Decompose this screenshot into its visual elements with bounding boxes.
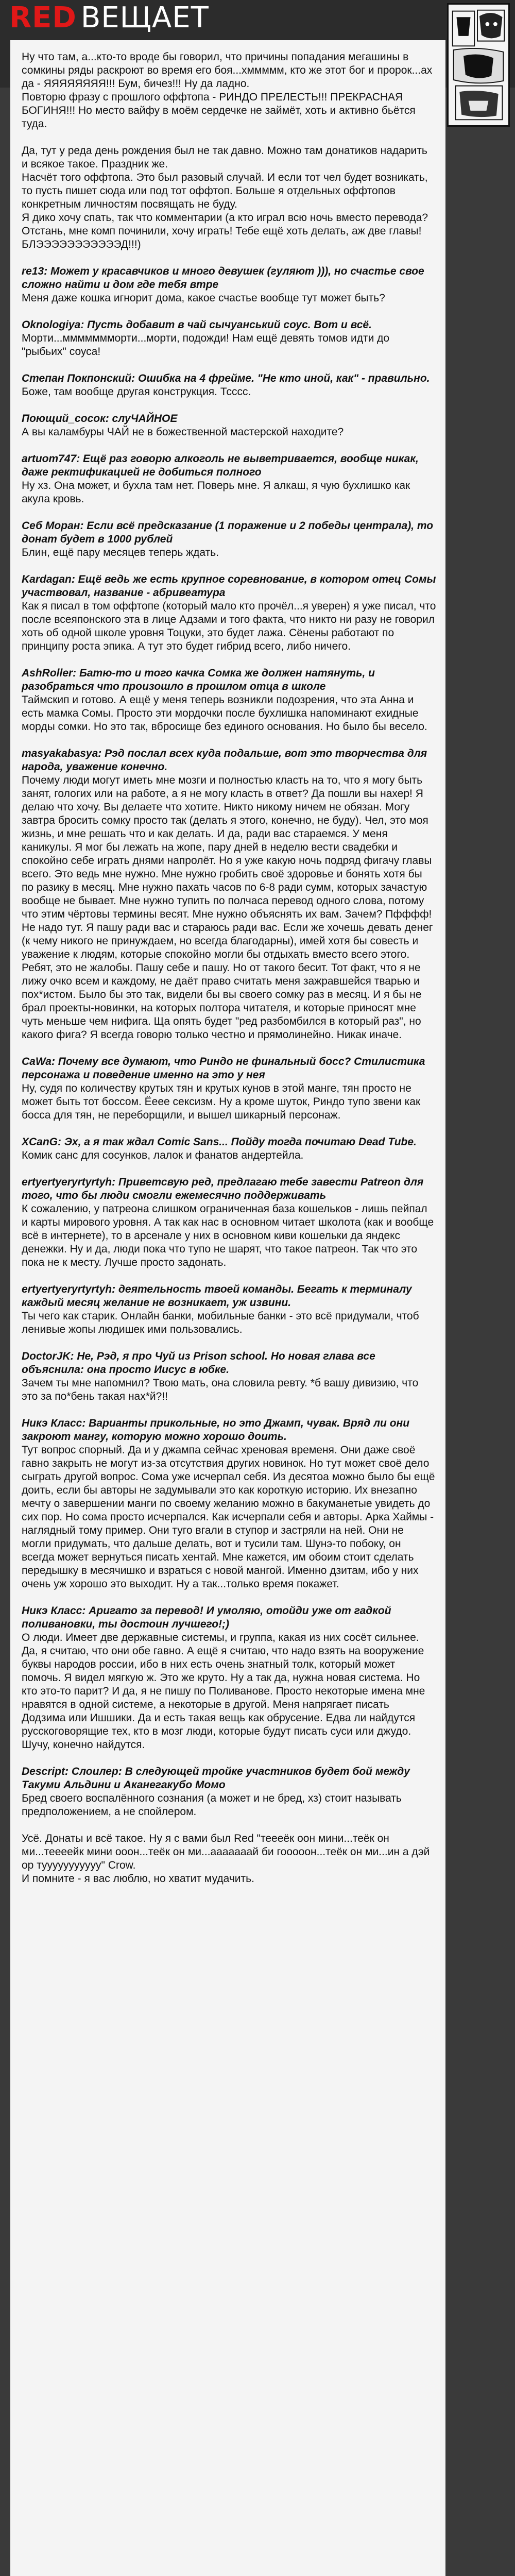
quoted-comment: masyakabasya: Рэд послал всех куда подальше, вот это творчества для народа, уважение конечно. [22,748,431,773]
article-body [10,40,445,2576]
reply-text: Тут вопрос спорный. Да и у джампа сейчас хреновая временя. Они даже своё гавно закрыть не могут из-за отсутствия других новинок. Но тут может своё дело сыграть другой вопрос. Сома уже исчерпал себя. Из десятоа можно было бы ещё доить, если бы авторы не задумывали это как короткую историю. Их внезапно мечту о завершении манги по своему желанию можно в бакуманетые увидеть до сих пор. Но сома просто исчерпался. Как исчерпали себя и авторы. Арка Хаймы - наглядный тому пример. Они туго вгали в ступор и застряли на ней. Они не могли придумать, что дальше делать, вот и тусили там. Шунэ-то побоку, он всегда может вернуться писать хентай. Мне кажется, им обоим стоит сделать передышку в месячишко и взраться с новой мангой. Именно дзитам, ибо у них очень уж хорошо это выходит. Ну а так...только время покажет. [22,1444,438,1590]
comment-block [22,667,436,734]
reply-text: К сожалению, у патреона слишком ограниченная база кошельков - лишь пейпал и карты мирового уровня. А так как нас в основном читает школота (как и вообще всё в интернете), то в арсенале у них в основном киви кошельки да яндекс денежки. Ну и да, люди пока что тупо не шарят, что такое патреон. Так что это пока не к месту. Лучше просто задонать. [22,1203,437,1268]
quoted-comment: XCanG: Эх, а я так ждал Comic Sans... Пойду тогда почитаю Dead Tube. [22,1136,417,1148]
comment-block [22,50,436,131]
reply-text: Блин, ещё пару месяцев теперь ждать. [22,547,219,558]
reply-text: Да, тут у реда день рождения был не так давно. Можно там донатиков надарить и всякое такое. Праздник же. Насчёт того оффтопа. Это был разовый случай. И если тот чел будет возникать, то пусть пишет сюда или под тот оффтоп. Больше я отдельных оффтопов конкретным личностям посвящать не буду. Я дико хочу спать, так что комментарии (а кто играл всю ночь вместо перевода? Отстань, мне комп починили, хочу играть! Тебе ещё хоть делать, аж две главы! БЛЭЭЭЭЭЭЭЭЭЭЭД!!!) [22,145,428,250]
quoted-comment: Степан Покпонский: Ошибка на 4 фрейме. "Не кто иной, как" - правильно. [22,372,430,384]
quoted-comment: DoctorJK: Не, Рэд, я про Чуй из Prison school. Но новая глава все объяснила: она просто Иисус в юбке. [22,1350,379,1376]
quoted-comment: Kardagan: Ещё ведь же есть крупное соревнование, в котором отец Сомы участвовал, название - абривеатура [22,573,439,599]
comment-block [22,1832,436,1886]
comment-block [22,265,436,305]
comment-block [22,412,436,439]
quoted-comment: ertyertyeryrtyrtyh: деятельность твоей команды. Бегать к терминалу каждый месяц желание не возникает, уж извини. [22,1283,415,1309]
comment-block [22,1136,436,1162]
reply-text: Бред своего воспалённого сознания (а может и не бред, хз) стоит называть предположением, а не спойлером. [22,1792,405,1818]
quoted-comment: Descript: Слоилер: В следующей тройке участников будет бой между Такуми Альдини и Аканегакубо Момо [22,1766,413,1791]
quoted-comment: Поющий_сосок: слуЧАЙНОЕ [22,413,178,425]
comment-block [22,1417,436,1591]
reply-text: Как я писал в том оффтопе (который мало кто прочёл...я уверен) я уже писал, что после всеяпонского эта в лице Адзами и того факта, что никто ни разу не говорил хоть об одной школе уровня Тоцуки, это будет лажа. Сёнены работают по принципу роста эпика. А тут это будет гибрид всего, либо ничего. [22,600,439,652]
comment-block [22,318,436,359]
comment-block [22,1176,436,1269]
quoted-comment: artuom747: Ещё раз говорю алкоголь не выветривается, вообще никак, даже ректификацией не добиться полного [22,453,422,478]
manga-art-panel [447,3,510,127]
reply-text: Таймскип и готово. А ещё у меня теперь возникли подозрения, что эта Анна и есть мамка Сомы. Просто эти мордочки после бухлишка напоминают ехидные морды сомки. Но это так, вбросище без единого основания. Но было бы весело. [22,694,427,733]
reply-text: А вы каламбуры ЧАЙ не в божественной мастерской находите? [22,426,344,438]
reply-text: Меня даже кошка игнорит дома, какое счастье вообще тут может быть? [22,292,385,304]
comment-block [22,1055,436,1122]
comment-block [22,372,436,399]
reply-text: Комик санс для сосунков, лалок и фанатов андертейла. [22,1149,304,1161]
comment-block [22,747,436,1042]
quoted-comment: re13: Может у красавчиков и много девушек (гуляют ))), но счастье свое сложно найти и дом где тебя втре [22,265,427,291]
comment-block [22,1350,436,1403]
reply-text: Ты чего как старик. Онлайн банки, мобильные банки - это всё придумали, чтоб ленивые жопы людишек ими пользовались. [22,1310,422,1335]
logo-subtitle: ВЕЩАЕТ [80,1,209,35]
reply-text: О люди. Имеет две державные системы, и группа, какая из них сосёт сильнее. Да, я считаю, что они обе гавно. А ещё я считаю, что надо взять на вооружение буквы народов россии, ибо в них есть очень знатный толк, который может помочь. Я видел мягкую ж. Это же круто. Ну а так да, нужна новая система. Но кто это-то парит? И да, я не пишу по Поливанове. Просто некоторые имена мне нравятся в одной системе, а некоторые в другой. Меня напрягает писать Додзима или Ишшики. Да и есть такая вещь как обрусение. Едва ли найдутся русскоговорящие тех, кто в мозг люди, которые будут писать суси или джудо. Шучу, конечно найдутся. [22,1632,428,1751]
reply-text: Морти...ммммммморти...морти, подожди! Нам ещё девять томов идти до "рыбьих" соуса! [22,332,392,358]
comment-block [22,1765,436,1819]
reply-text: Ну хз. Она может, и бухла там нет. Поверь мне. Я алкаш, я чую бухлишко как акула кровь. [22,480,414,505]
quoted-comment: CaWa: Почему все думают, что Риндо не финальный босс? Стилистика персонажа и поведение именно на это у нея [22,1056,428,1081]
reply-text: Боже, там вообще другая конструкция. Тсссс. [22,386,251,398]
reply-text: Зачем ты мне напомнил? Твою мать, она словила ревту. *б вашу дивизию, что это за по*бень такая нах*й?!! [22,1377,422,1402]
comment-block [22,519,436,560]
comment-block [22,144,436,251]
site-logo[interactable] [9,0,209,36]
comment-block [22,452,436,506]
quoted-comment: Никэ Класс: Варианты прикольные, но это Джамп, чувак. Вряд ли они закроют мангу, которую можно хорошо доить. [22,1417,413,1443]
reply-text: Усё. Донаты и всё такое. Ну я с вами был Red "теееёк оон мини...теёк он ми...теееейк мини ооон...теёк он ми...ааааааай би гооооон...теёк он ми...ин а дэй ор тууууууууууу" Crow. И помните - я вас люблю, но хватит мудачить. [22,1833,430,1885]
comment-block [22,1283,436,1336]
quoted-comment: Никэ Класс: Аригато за перевод! И умоляю, отойди уже от гадкой поливановки, ты достоин лучшего!;) [22,1605,394,1630]
quoted-comment: Oknologiya: Пусть добавит в чай сычуанський соус. Вот и всё. [22,319,372,331]
reply-text: Ну что там, а...кто-то вроде бы говорил, что причины попадания мегашины в сомкины ряды раскроют во время его боя...хммммм, кто же этот бог и пророк...ах да - ЯЯЯЯЯЯЯЯ!!! Бум, бичез!!! Ну да ладно. Повторю фразу с прошлого оффтопа - РИНДО ПРЕЛЕСТЬ!!! ПРЕКРАСНАЯ БОГИНЯ!!! Но место вайфу в моём сердечке не займёт, хоть и активно бьётся туда. [22,51,433,130]
quoted-comment: Себ Моран: Если всё предсказание (1 поражение и 2 победы централа), то донат будет в 1000 рублей [22,520,436,545]
quoted-comment: AshRoller: Батю-то и того качка Сомка же должен натянуть, и разобраться что произошло в прошлом отца в школе [22,667,378,692]
quoted-comment: ertyertyeryrtyrtyh: Приветсвую ред, предлагаю тебе завести Patreon для того, что бы люди смогли ежемесячно поддерживать [22,1176,427,1201]
comment-block [22,573,439,653]
manga-character-illustration [449,5,508,125]
comment-block [22,1604,436,1752]
logo-red: RED [9,1,77,35]
reply-text: Почему люди могут иметь мне мозги и полностью класть на то, что я могу быть занят, гологих или на работе, а я не могу класть в ответ? Да пошли вы нахер! Я делаю что хочу. Вы делаете что хотите. Никто никому ничем не обязан. Могу завтра бросить сомку просто так (делать я этого, конечно, не буду). Чел, это моя жизнь, и мне решать что и как делать. И да, ради вас стараемся. У меня каникулы. Я мог бы лежать на жопе, пару дней в неделю вести свадебки и спокойно себе играть днями напролёт. Но я уже какую ночь подряд фигачу главы всего. Это ведь мне нужно. Мне нужно гробить своё здоровье и бонять хотя бы по разику в месяц. Мне нужно пахать часов по 6-8 ради сумм, которых зачастую вообще не бывает. Мне нужно тупить по полчаса перевод одного слова, потому что этим чёртовы термины весят. Мне нужно объяснять их вам. Зачем? Пфффф! Не надо тут. Я пашу ради вас и стараюсь ради вас. Если же хочешь девать денег (к чему никого не принуждаем, но всегда благодарны), имей хотя бы совесть и уважение к людям, которые спокойно могли бы отдыхать вместо всего этого. Ребят, это не жалобы. Пашу себе и пашу. Но от такого бесит. Тот факт, что я не лижу очко всем и каждому, не даёт право считать меня зажравшейся тварью и пох*истом. Было бы это так, видели бы вы своего сомку раз в месяц. И я бы не брал проекты-новинки, на которых полтора читателя, и которые приносят мне чуть меньше чем нифига. Ща опять будет "ред разбомбился в который раз", но какого фига? Я всегда говорю только честно и прямолинейно. Никак иначе. [22,774,436,1041]
reply-text: Ну, судя по количеству крутых тян и крутых кунов в этой манге, тян просто не может быть тот боссом. Ёеее сексизм. Ну а кроме шуток, Риндо тупо звени как босса для тян, не переборщили, и вышел шикарный персонаж. [22,1082,423,1121]
